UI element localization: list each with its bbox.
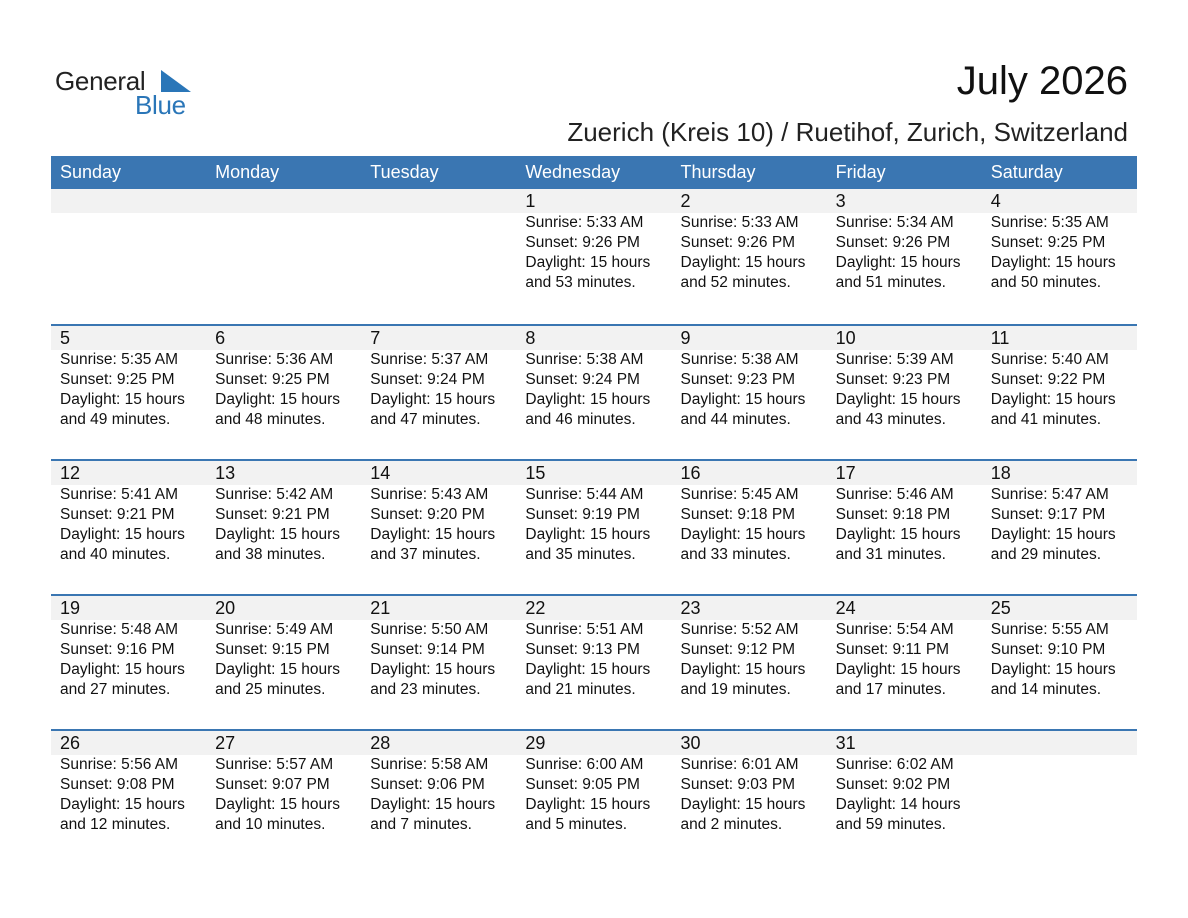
day-sunrise: Sunrise: 5:47 AM: [990, 486, 1109, 503]
day-daylight-hours: Daylight: 15 hours: [990, 661, 1116, 678]
day-number: 25: [990, 598, 1011, 618]
week-days: [51, 461, 1137, 565]
day-sunset: Sunset: 9:26 PM: [680, 234, 796, 251]
day-daylight-minutes: and 35 minutes.: [525, 546, 636, 563]
day-cell: [206, 731, 361, 835]
day-number: 12: [60, 463, 81, 483]
day-daylight-hours: Daylight: 14 hours: [835, 796, 961, 813]
week-row: [51, 189, 1137, 324]
day-cell: [361, 596, 516, 700]
day-daylight-minutes: and 10 minutes.: [215, 816, 326, 833]
week-row: [51, 594, 1137, 729]
day-cell: [206, 461, 361, 565]
day-daylight-minutes: and 21 minutes.: [525, 681, 636, 698]
day-sunset: Sunset: 9:13 PM: [525, 641, 640, 658]
day-daylight-minutes: and 29 minutes.: [990, 546, 1102, 563]
day-daylight-hours: Daylight: 15 hours: [990, 526, 1116, 543]
day-daylight-hours: Daylight: 15 hours: [215, 391, 341, 408]
day-sunset: Sunset: 9:25 PM: [215, 371, 330, 388]
day-sunrise: Sunrise: 5:48 AM: [60, 621, 179, 638]
day-number: 5: [60, 328, 71, 348]
day-sunrise: Sunrise: 5:46 AM: [835, 486, 954, 503]
day-cell: [827, 326, 982, 430]
day-cell: [361, 461, 516, 565]
day-cell: [206, 596, 361, 700]
day-sunset: Sunset: 9:21 PM: [215, 506, 330, 523]
day-number: 27: [215, 733, 236, 753]
day-daylight-hours: Daylight: 15 hours: [680, 661, 806, 678]
day-number: 8: [525, 328, 536, 348]
day-daylight-hours: Daylight: 15 hours: [680, 391, 806, 408]
day-daylight-hours: Daylight: 15 hours: [525, 254, 651, 271]
day-number: 31: [835, 733, 856, 753]
day-cell: [827, 596, 982, 700]
day-sunset: Sunset: 9:14 PM: [370, 641, 485, 658]
day-sunset: Sunset: 9:17 PM: [990, 506, 1106, 523]
day-number: 22: [525, 598, 546, 618]
day-number: 23: [680, 598, 701, 618]
day-sunset: Sunset: 9:12 PM: [680, 641, 796, 658]
day-daylight-hours: Daylight: 15 hours: [835, 661, 961, 678]
weekday-monday: Monday: [215, 162, 280, 182]
day-cell: [672, 189, 827, 293]
day-cell: [672, 461, 827, 565]
day-daylight-minutes: and 47 minutes.: [370, 411, 481, 428]
day-number: 21: [370, 598, 391, 618]
day-daylight-minutes: and 41 minutes.: [990, 411, 1102, 428]
week-days: [51, 596, 1137, 700]
day-sunrise: Sunrise: 5:52 AM: [680, 621, 799, 638]
day-sunset: Sunset: 9:23 PM: [680, 371, 796, 388]
day-daylight-minutes: and 40 minutes.: [60, 546, 171, 563]
day-sunset: Sunset: 9:02 PM: [835, 776, 951, 793]
empty-day-cell: [982, 731, 1137, 835]
week-days: [51, 326, 1137, 430]
day-daylight-hours: Daylight: 15 hours: [525, 391, 651, 408]
weekday-header: [51, 156, 1137, 189]
day-daylight-minutes: and 50 minutes.: [990, 274, 1102, 291]
week-days: [51, 189, 1137, 293]
day-cell: [206, 326, 361, 430]
day-daylight-minutes: and 17 minutes.: [835, 681, 946, 698]
empty-day-cell: [206, 189, 361, 293]
day-daylight-hours: Daylight: 15 hours: [370, 661, 496, 678]
day-cell: [516, 326, 671, 430]
day-cell: [827, 461, 982, 565]
day-cell: [516, 189, 671, 293]
day-number: 28: [370, 733, 391, 753]
day-sunset: Sunset: 9:03 PM: [680, 776, 796, 793]
day-daylight-hours: Daylight: 15 hours: [835, 526, 961, 543]
day-sunset: Sunset: 9:15 PM: [215, 641, 330, 658]
week-row: [51, 729, 1137, 864]
logo-blue-text: Blue: [135, 90, 186, 120]
week-days: [51, 731, 1137, 835]
day-daylight-minutes: and 25 minutes.: [215, 681, 326, 698]
day-sunrise: Sunrise: 5:34 AM: [835, 214, 954, 231]
weekday-sunday: Sunday: [60, 162, 122, 182]
weeks-container: [51, 189, 1137, 864]
day-sunset: Sunset: 9:25 PM: [990, 234, 1106, 251]
location-subtitle: Zuerich (Kreis 10) / Ruetihof, Zurich, Switzerland: [567, 117, 1128, 147]
day-number: 26: [60, 733, 81, 753]
day-number: 9: [680, 328, 691, 348]
day-cell: [361, 731, 516, 835]
day-daylight-minutes: and 49 minutes.: [60, 411, 171, 428]
day-daylight-hours: Daylight: 15 hours: [990, 391, 1116, 408]
day-sunrise: Sunrise: 5:33 AM: [525, 214, 644, 231]
day-number: 7: [370, 328, 381, 348]
day-daylight-hours: Daylight: 15 hours: [370, 391, 496, 408]
day-sunset: Sunset: 9:24 PM: [525, 371, 640, 388]
day-daylight-minutes: and 33 minutes.: [680, 546, 791, 563]
day-sunrise: Sunrise: 5:35 AM: [990, 214, 1109, 231]
day-daylight-hours: Daylight: 15 hours: [215, 661, 341, 678]
day-number: 18: [990, 463, 1011, 483]
day-daylight-minutes: and 43 minutes.: [835, 411, 946, 428]
day-daylight-hours: Daylight: 15 hours: [525, 796, 651, 813]
page-title: July 2026: [956, 59, 1128, 103]
day-cell: [51, 461, 206, 565]
day-sunrise: Sunrise: 5:51 AM: [525, 621, 644, 638]
day-daylight-hours: Daylight: 15 hours: [215, 796, 341, 813]
day-cell: [51, 326, 206, 430]
day-cell: [827, 189, 982, 293]
logo: [55, 66, 205, 118]
day-sunrise: Sunrise: 5:41 AM: [60, 486, 179, 503]
day-sunset: Sunset: 9:11 PM: [835, 641, 950, 658]
day-number: 24: [835, 598, 856, 618]
day-sunrise: Sunrise: 5:42 AM: [215, 486, 334, 503]
day-sunset: Sunset: 9:22 PM: [990, 371, 1106, 388]
day-sunset: Sunset: 9:07 PM: [215, 776, 330, 793]
day-daylight-minutes: and 52 minutes.: [680, 274, 791, 291]
day-sunset: Sunset: 9:10 PM: [990, 641, 1106, 658]
day-daylight-minutes: and 23 minutes.: [370, 681, 481, 698]
day-daylight-minutes: and 5 minutes.: [525, 816, 628, 833]
day-cell: [51, 596, 206, 700]
week-row: [51, 459, 1137, 594]
day-daylight-hours: Daylight: 15 hours: [680, 526, 806, 543]
day-sunrise: Sunrise: 6:02 AM: [835, 756, 954, 773]
day-sunrise: Sunrise: 5:40 AM: [990, 351, 1109, 368]
day-sunset: Sunset: 9:06 PM: [370, 776, 485, 793]
day-sunrise: Sunrise: 5:38 AM: [680, 351, 799, 368]
day-cell: [982, 596, 1137, 700]
day-daylight-minutes: and 19 minutes.: [680, 681, 791, 698]
day-sunset: Sunset: 9:26 PM: [835, 234, 951, 251]
day-daylight-hours: Daylight: 15 hours: [370, 526, 496, 543]
logo-triangle-icon: [161, 70, 191, 92]
day-sunrise: Sunrise: 5:55 AM: [990, 621, 1109, 638]
day-sunrise: Sunrise: 5:43 AM: [370, 486, 489, 503]
day-sunset: Sunset: 9:19 PM: [525, 506, 640, 523]
day-daylight-minutes: and 27 minutes.: [60, 681, 171, 698]
day-daylight-hours: Daylight: 15 hours: [680, 796, 806, 813]
day-daylight-minutes: and 51 minutes.: [835, 274, 946, 291]
day-daylight-minutes: and 53 minutes.: [525, 274, 636, 291]
day-sunrise: Sunrise: 5:54 AM: [835, 621, 954, 638]
day-sunrise: Sunrise: 5:38 AM: [525, 351, 644, 368]
day-cell: [982, 189, 1137, 293]
day-number: 13: [215, 463, 236, 483]
day-cell: [361, 326, 516, 430]
day-daylight-hours: Daylight: 15 hours: [990, 254, 1116, 271]
day-cell: [982, 461, 1137, 565]
day-sunrise: Sunrise: 5:58 AM: [370, 756, 489, 773]
day-daylight-minutes: and 14 minutes.: [990, 681, 1102, 698]
day-cell: [516, 731, 671, 835]
day-daylight-minutes: and 46 minutes.: [525, 411, 636, 428]
day-sunrise: Sunrise: 5:36 AM: [215, 351, 334, 368]
day-daylight-hours: Daylight: 15 hours: [835, 391, 961, 408]
day-daylight-hours: Daylight: 15 hours: [60, 661, 185, 678]
day-number: 11: [990, 328, 1010, 348]
day-sunrise: Sunrise: 6:00 AM: [525, 756, 644, 773]
day-sunrise: Sunrise: 5:33 AM: [680, 214, 799, 231]
day-daylight-minutes: and 7 minutes.: [370, 816, 472, 833]
day-cell: [827, 731, 982, 835]
day-daylight-minutes: and 48 minutes.: [215, 411, 326, 428]
weekday-thursday: Thursday: [680, 162, 756, 182]
day-daylight-hours: Daylight: 15 hours: [835, 254, 961, 271]
day-cell: [672, 731, 827, 835]
day-number: 14: [370, 463, 391, 483]
day-sunset: Sunset: 9:18 PM: [835, 506, 951, 523]
day-cell: [516, 596, 671, 700]
day-number: 6: [215, 328, 226, 348]
day-number: 1: [525, 191, 536, 211]
day-sunrise: Sunrise: 5:57 AM: [215, 756, 334, 773]
day-daylight-hours: Daylight: 15 hours: [680, 254, 806, 271]
day-daylight-minutes: and 31 minutes.: [835, 546, 946, 563]
weekday-friday: Friday: [835, 162, 886, 182]
day-cell: [672, 326, 827, 430]
day-number: 19: [60, 598, 81, 618]
day-sunset: Sunset: 9:18 PM: [680, 506, 796, 523]
day-number: 10: [835, 328, 856, 348]
day-daylight-minutes: and 2 minutes.: [680, 816, 783, 833]
day-daylight-minutes: and 44 minutes.: [680, 411, 791, 428]
day-number: 17: [835, 463, 856, 483]
day-daylight-minutes: and 12 minutes.: [60, 816, 171, 833]
day-sunrise: Sunrise: 5:56 AM: [60, 756, 179, 773]
day-cell: [516, 461, 671, 565]
day-daylight-hours: Daylight: 15 hours: [215, 526, 341, 543]
weekday-wednesday: Wednesday: [525, 162, 621, 182]
day-daylight-hours: Daylight: 15 hours: [60, 391, 185, 408]
day-sunset: Sunset: 9:21 PM: [60, 506, 175, 523]
day-sunrise: Sunrise: 5:44 AM: [525, 486, 644, 503]
day-sunrise: Sunrise: 5:50 AM: [370, 621, 489, 638]
day-cell: [982, 326, 1137, 430]
weekday-saturday: Saturday: [990, 162, 1063, 182]
empty-day-cell: [51, 189, 206, 293]
day-number: 16: [680, 463, 701, 483]
day-sunset: Sunset: 9:16 PM: [60, 641, 175, 658]
day-sunrise: Sunrise: 5:35 AM: [60, 351, 179, 368]
day-daylight-minutes: and 37 minutes.: [370, 546, 481, 563]
day-number: 29: [525, 733, 546, 753]
day-sunset: Sunset: 9:20 PM: [370, 506, 485, 523]
weekday-tuesday: Tuesday: [370, 162, 439, 182]
day-daylight-hours: Daylight: 15 hours: [60, 796, 185, 813]
day-sunset: Sunset: 9:24 PM: [370, 371, 485, 388]
day-daylight-hours: Daylight: 15 hours: [525, 526, 651, 543]
empty-day-cell: [361, 189, 516, 293]
day-number: 20: [215, 598, 236, 618]
day-number: 30: [680, 733, 701, 753]
day-sunrise: Sunrise: 6:01 AM: [680, 756, 799, 773]
day-daylight-hours: Daylight: 15 hours: [525, 661, 651, 678]
week-row: [51, 324, 1137, 459]
day-sunrise: Sunrise: 5:49 AM: [215, 621, 334, 638]
day-cell: [51, 731, 206, 835]
day-daylight-hours: Daylight: 15 hours: [60, 526, 185, 543]
day-number: 4: [990, 191, 1001, 211]
calendar-grid: [51, 156, 1137, 864]
day-daylight-hours: Daylight: 15 hours: [370, 796, 496, 813]
day-daylight-minutes: and 59 minutes.: [835, 816, 946, 833]
day-sunset: Sunset: 9:08 PM: [60, 776, 175, 793]
day-sunrise: Sunrise: 5:45 AM: [680, 486, 799, 503]
day-sunrise: Sunrise: 5:37 AM: [370, 351, 489, 368]
day-sunrise: Sunrise: 5:39 AM: [835, 351, 954, 368]
day-number: 3: [835, 191, 846, 211]
day-number: 2: [680, 191, 691, 211]
day-cell: [672, 596, 827, 700]
logo-general-text: General: [55, 66, 146, 96]
day-sunset: Sunset: 9:26 PM: [525, 234, 640, 251]
day-sunset: Sunset: 9:05 PM: [525, 776, 640, 793]
day-daylight-minutes: and 38 minutes.: [215, 546, 326, 563]
day-sunset: Sunset: 9:23 PM: [835, 371, 951, 388]
day-sunset: Sunset: 9:25 PM: [60, 371, 175, 388]
day-number: 15: [525, 463, 546, 483]
